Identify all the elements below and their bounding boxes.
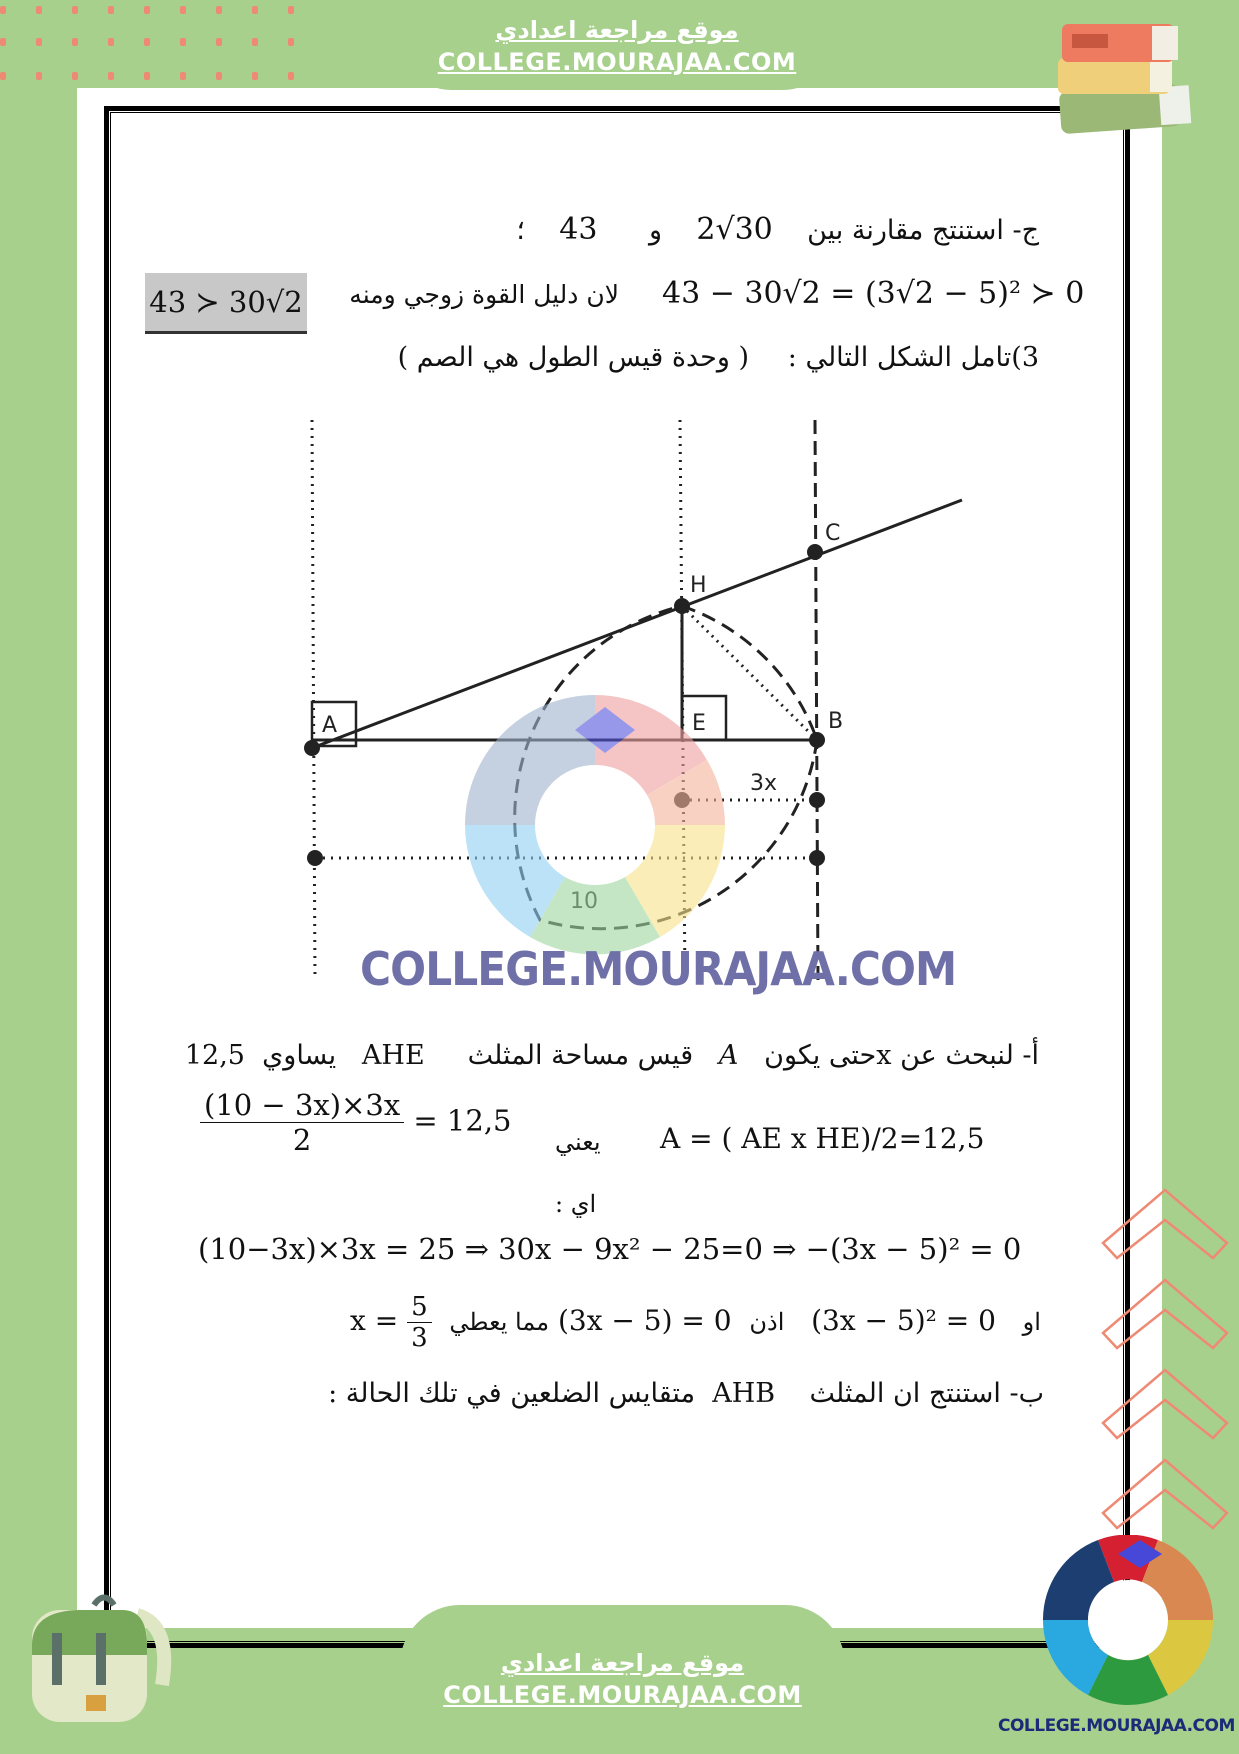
area-formula: A = ( AE x HE)/2=12,5 bbox=[660, 1122, 985, 1155]
part-b-question: ب- استنتج ان المثلث AHB متقايس الضلعين في تلك الحالة : bbox=[328, 1378, 1044, 1409]
label-3x: 3x bbox=[750, 771, 778, 796]
that-is-label: اي : bbox=[555, 1190, 597, 1218]
label-E: E bbox=[692, 711, 706, 736]
chevron-decoration-icon bbox=[1100, 1185, 1239, 1555]
label-H: H bbox=[690, 573, 707, 598]
part-a-question: أ- لنبحث عن xحتى يكون A قيس مساحة المثلث AHE يساوي 12,5 bbox=[184, 1040, 1039, 1071]
fraction-numerator: (10 − 3x)×3x bbox=[200, 1088, 404, 1123]
label-B: B bbox=[828, 709, 844, 734]
part-c-result-box: 43 ≻ 30√2 bbox=[145, 273, 307, 334]
part-c-question: ج- استنتج مقارنة بين 30√2 و 43 ؛ bbox=[516, 212, 1039, 247]
watermark-url: COLLEGE.MOURAJAA.COM bbox=[360, 942, 957, 996]
solution-chain: (10−3x)×3x = 25 ⇒ 30x − 9x² − 25=0 ⇒ −(3x − 5)² = 0 bbox=[198, 1232, 1022, 1266]
site-logo-ring bbox=[1043, 1535, 1213, 1705]
logo-caption[interactable]: COLLEGE.MOURAJAA.COM bbox=[998, 1716, 1235, 1736]
watermark-logo-ring bbox=[465, 695, 725, 955]
part-c-reason: لان دليل القوة زوجي ومنه bbox=[349, 280, 619, 309]
header-site-url[interactable]: COLLEGE.MOURAJAA.COM bbox=[437, 48, 797, 76]
backpack-icon bbox=[22, 1585, 172, 1725]
header-site-name: موقع مراجعة اعدادي bbox=[495, 16, 739, 44]
label-A: A bbox=[322, 713, 338, 738]
means-label: يعني bbox=[555, 1128, 601, 1156]
fraction-denominator: 2 bbox=[292, 1123, 312, 1157]
part-c-equation: 43 − 30√2 = (3√2 − 5)² ≻ 0 bbox=[662, 276, 1085, 311]
books-icon bbox=[1040, 18, 1205, 143]
part-a-fraction-equation: $\frac{(10 - 3x)\times 3x}{2}$ = 12,5 bbox=[200, 1088, 512, 1157]
footer-site-name: موقع مراجعة اعدادي bbox=[500, 1649, 745, 1677]
footer-site-url[interactable]: COLLEGE.MOURAJAA.COM bbox=[443, 1681, 802, 1709]
header-banner bbox=[392, 0, 842, 90]
q3-label: 3)تامل الشكل التالي : bbox=[787, 342, 1039, 373]
decorative-dots bbox=[0, 0, 300, 90]
q3-note: ( وحدة قيس الطول هي الصم ) bbox=[397, 342, 749, 373]
footer-banner bbox=[400, 1605, 845, 1740]
solution-line: x = $\frac{5}{3}$ مما يعطي (3x − 5) = 0 اذن (3x − 5)² = 0 او bbox=[350, 1292, 1041, 1353]
label-C: C bbox=[825, 521, 841, 546]
